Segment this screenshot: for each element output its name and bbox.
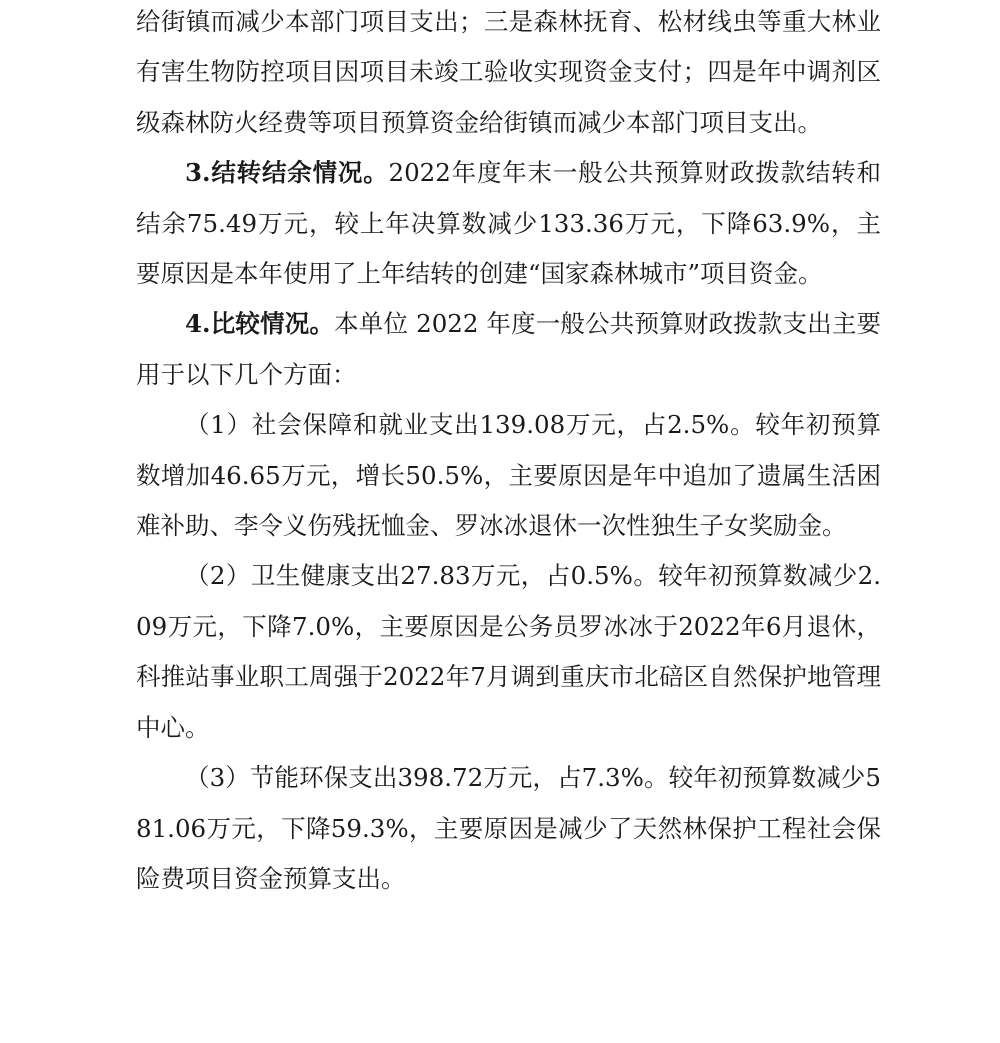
paragraph-carryover <box>136 148 881 299</box>
paragraph-continued-expenditure <box>136 0 881 148</box>
paragraph-text: 本单位 2022 年度一般公共预算财政拨款支出主要用于以下几个方面： <box>136 309 881 389</box>
document-page <box>136 0 881 904</box>
paragraph-item-health <box>136 551 881 753</box>
paragraph-comparison <box>136 299 881 400</box>
paragraph-text: （2）卫生健康支出27.83万元，占0.5%。较年初预算数减少2.09万元，下降7.0%，主要原因是公务员罗冰冰于2022年6月退休，科推站事业职工周强于2022年7月调到重庆市北碚区自然保护地管理中心。 <box>136 561 881 742</box>
section-heading-comparison: 4.比较情况。 <box>185 309 335 339</box>
paragraph-text: （1）社会保障和就业支出139.08万元，占2.5%。较年初预算数增加46.65万元，增长50.5%，主要原因是年中追加了遗属生活困难补助、李令义伤残抚恤金、罗冰冰退休一次性独生子女奖励金。 <box>136 410 881 541</box>
section-heading-carryover: 3.结转结余情况。 <box>185 158 389 188</box>
paragraph-item-environment <box>136 753 881 904</box>
paragraph-text: 给街镇而减少本部门项目支出；三是森林抚育、松材线虫等重大林业有害生物防控项目因项目未竣工验收实现资金支付；四是年中调剂区级森林防火经费等项目预算资金给街镇而减少本部门项目支出。 <box>136 7 881 137</box>
paragraph-item-social-security <box>136 400 881 551</box>
paragraph-text: （3）节能环保支出398.72万元，占7.3%。较年初预算数减少581.06万元，下降59.3%，主要原因是减少了天然林保护工程社会保险费项目资金预算支出。 <box>136 763 881 893</box>
paragraph-text: 2022年度年末一般公共预算财政拨款结转和结余75.49万元，较上年决算数减少133.36万元，下降63.9%，主要原因是本年使用了上年结转的创建“国家森林城市”项目资金。 <box>136 158 881 289</box>
